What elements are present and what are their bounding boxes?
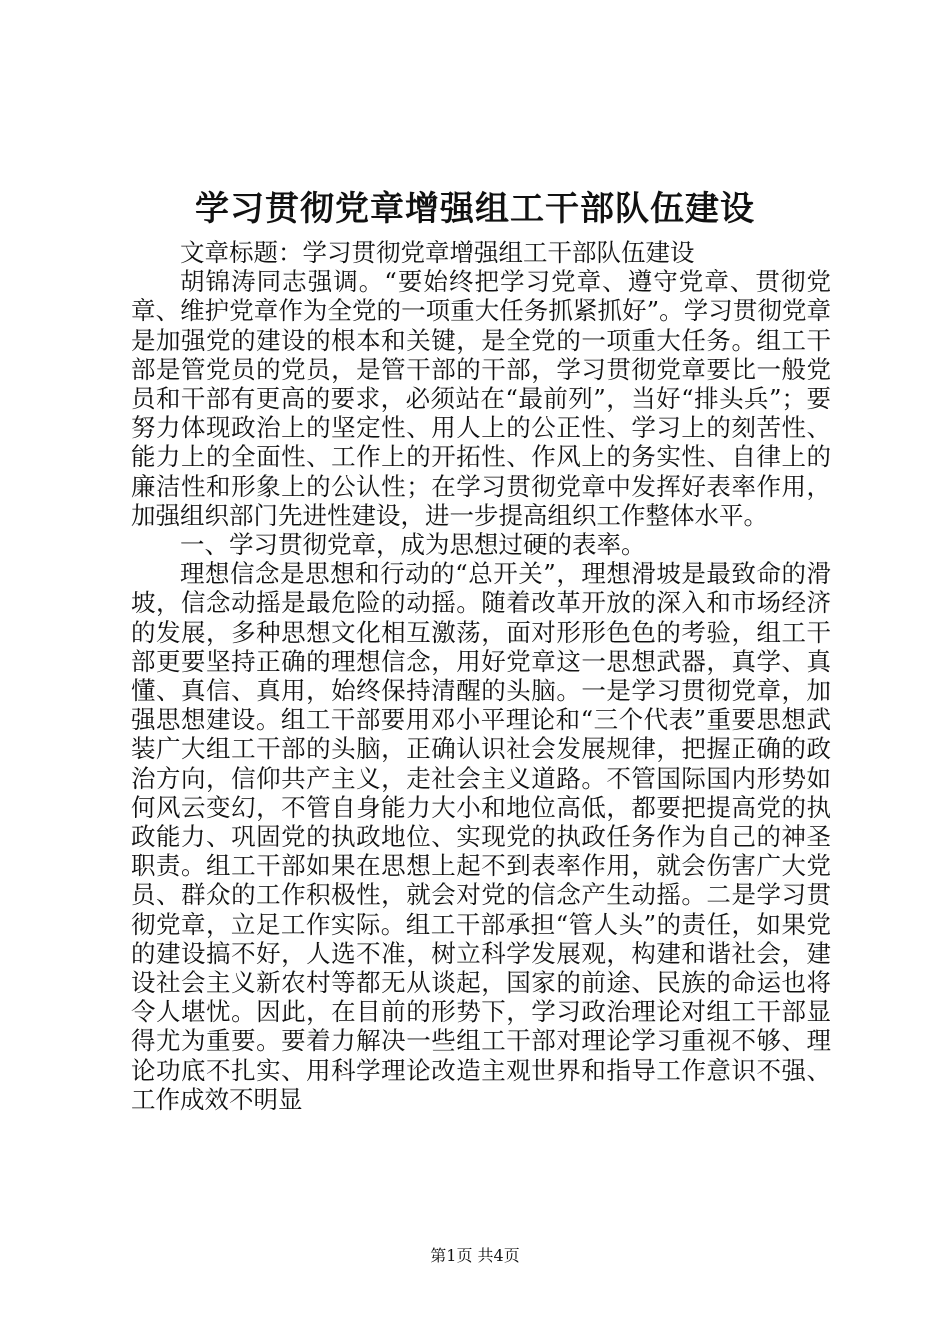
section-heading: 一、学习贯彻党章，成为思想过硬的表率。 xyxy=(180,530,646,560)
body-paragraph: 胡锦涛同志强调。“要始终把学习党章、遵守党章、贯彻党章、维护党章作为全党的一项重大任务抓紧抓好”。学习贯彻党章是加强党的建设的根本和关键，是全党的一项重大任务。组工干部是管党员的党员，是管干部的干部，学习贯彻党章要比一般党员和干部有更高的要求，必须站在“最前列”，当好“排头兵”；要努力体现政治上的坚定性、用人上的公正性、学习上的刻苦性、能力上的全面性、工作上的开拓性、作风上的务实性、自律上的廉洁性和形象上的公认性；在学习贯彻党章中发挥好表率作用，加强组织部门先进性建设，进一步提高组织工作整体水平。 xyxy=(131,267,831,530)
body-paragraph: 理想信念是思想和行动的“总开关”，理想滑坡是最致命的滑坡，信念动摇是最危险的动摇。随着改革开放的深入和市场经济的发展，多种思想文化相互激荡，面对形形色色的考验，组工干部更要坚持正确的理想信念，用好党章这一思想武器，真学、真懂、真信、真用，始终保持清醒的头脑。一是学习贯彻党章，加强思想建设。组工干部要用邓小平理论和“三个代表”重要思想武装广大组工干部的头脑，正确认识社会发展规律，把握正确的政治方向，信仰共产主义，走社会主义道路。不管国际国内形势如何风云变幻，不管自身能力大小和地位高低，都要把提高党的执政能力、巩固党的执政地位、实现党的执政任务作为自己的神圣职责。组工干部如果在思想上起不到表率作用，就会伤害广大党员、群众的工作积极性，就会对党的信念产生动摇。二是学习贯彻党章，立足工作实际。组工干部承担“管人头”的责任，如果党的建设搞不好，人选不准，树立科学发展观，构建和谐社会，建设社会主义新农村等都无从谈起，国家的前途、民族的命运也将令人堪忧。因此，在目前的形势下，学习政治理论对组工干部显得尤为重要。要着力解决一些组工干部对理论学习重视不够、理论功底不扎实、用科学理论改造主观世界和指导工作意识不强、工作成效不明显 xyxy=(131,559,831,1114)
page-number: 第1页 共4页 xyxy=(430,1246,520,1265)
article-title-line: 文章标题：学习贯彻党章增强组工干部队伍建设 xyxy=(180,238,695,267)
document-body xyxy=(131,238,831,1114)
document-title: 学习贯彻党章增强组工干部队伍建设 xyxy=(195,189,755,229)
